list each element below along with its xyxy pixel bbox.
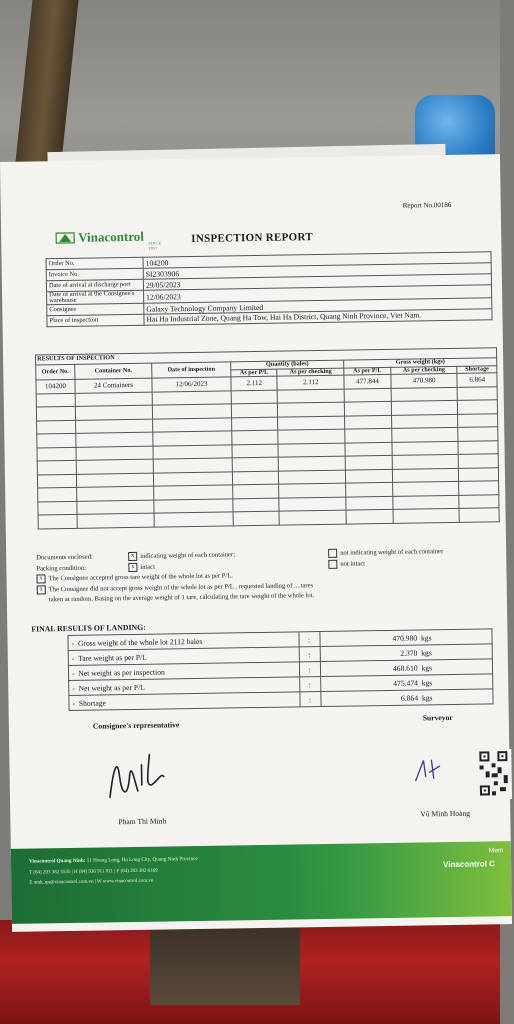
page-footer (11, 841, 512, 924)
info-value: Hai Ha Industrial Zone, Quang Ha Tow, Hai Ha District, Quang Ninh Province, Viet Nam. (144, 309, 492, 325)
info-value: Galaxy Technology Company Limited (144, 298, 492, 314)
footer-address-text: 11 Hoang Long, Ha Long City, Quang Ninh Province (86, 855, 198, 864)
packing-yes-option (128, 562, 155, 572)
accepted-checkbox[interactable]: x (36, 574, 45, 583)
value-unit: kgs (420, 632, 432, 642)
bullet: - (71, 638, 75, 648)
packing-yes-checkbox[interactable]: x (128, 562, 137, 571)
cell-order: 104200 (36, 379, 75, 393)
value-unit: kgs (421, 692, 433, 702)
info-value: 12/06/2023 (144, 285, 492, 303)
value-unit: kgs (421, 662, 433, 672)
final-colon: : (299, 647, 320, 662)
cell-gw-check: 470.980 (391, 373, 458, 388)
info-value: SI2303906 (143, 263, 491, 279)
packing-label: Packing condition: (36, 564, 87, 572)
final-colon: : (299, 692, 320, 707)
footer-phones: T (84) 203 382 5535 | H (84) 936 911 811 | F (84) 203 382 6169 (29, 868, 158, 876)
accepted-label: The Consignee accepted gross tare weight of the whole lot as per P/L. (48, 572, 233, 583)
final-results-table (67, 628, 493, 711)
info-value: 29/05/2023 (143, 274, 491, 290)
final-results-heading: FINAL RESULTS OF LANDING: (31, 622, 146, 634)
page-title: INSPECTION REPORT (191, 231, 314, 246)
results-heading: RESULTS OF INSPECTION (36, 348, 497, 365)
logo-tagline: SINCE 1957 (148, 240, 162, 251)
documents-yes-checkbox[interactable]: x (128, 552, 137, 561)
col-order: Order No. (36, 364, 75, 380)
info-label: Consignee (47, 303, 144, 316)
footer-brand-top: Mem (488, 847, 504, 855)
documents-label: Documents enclosed: (36, 553, 93, 562)
value-unit: kgs (421, 677, 433, 687)
footer-brand: Vinacontrol C (443, 859, 496, 870)
final-label-text: Tare weight as per P/L (78, 652, 147, 663)
bullet: - (72, 683, 75, 693)
value-number: 475.474 (393, 678, 418, 688)
col-shortage: Shortage (457, 365, 497, 373)
col-gw-check: As per checking (390, 366, 457, 375)
footer-office-label: Vinacontrol Quang Ninh: (28, 857, 86, 865)
col-gw-pl: As per P/L (344, 367, 391, 375)
consignee-name: Pham Thi Minh (118, 816, 167, 827)
packing-no-label: not intact (340, 559, 366, 568)
final-label-text: Shortage (78, 697, 106, 708)
info-label: Date of arrival at discharge port (46, 279, 143, 292)
final-label-text: Gross weight of the whole lot 2112 bales (77, 636, 203, 648)
info-label: Date of arrival at the Consignee's warehouse (47, 290, 144, 305)
value-number: 468.610 (392, 663, 418, 673)
info-label: Order No. (46, 257, 143, 270)
bullet: - (72, 698, 76, 708)
final-label-text: Net weight as per inspection (78, 666, 165, 678)
value-number: 470.980 (392, 633, 418, 643)
documents-no-checkbox[interactable] (328, 549, 337, 558)
cell-shortage: 6.864 (457, 373, 497, 387)
value-unit: kgs (421, 647, 432, 657)
info-label: Invoice No. (46, 268, 143, 281)
results-table (35, 347, 500, 529)
cell-container: 24 Containers (75, 378, 152, 393)
surveyor-label: Surveyor (422, 712, 453, 723)
footer-address (29, 856, 198, 865)
surveyor-signature (409, 750, 455, 791)
cell-qty-pl: 2.112 (231, 376, 278, 390)
packing-no-checkbox[interactable] (328, 559, 337, 568)
info-label: Place of inspection (47, 314, 144, 327)
final-label-text: Net weight as per P/L (78, 682, 145, 693)
cell-date: 12/06/2023 (152, 377, 231, 392)
bullet: - (71, 668, 75, 678)
background-wood (150, 925, 300, 1005)
packing-no-option (328, 559, 365, 570)
documents-yes-label: indicating weight of each container; (140, 551, 236, 560)
col-container: Container No. (75, 363, 152, 379)
consignee-rep-label: Consignee's representative (92, 720, 180, 731)
not-accepted-checkbox[interactable]: x (37, 585, 46, 594)
not-accepted-label: The Consignee did not accept gross weight of the whole lot as per P/L , requested landing of ....tares (48, 581, 314, 593)
qr-code-icon (477, 749, 512, 800)
vinacontrol-logo (55, 228, 162, 251)
packing-yes-label: intact (140, 563, 156, 571)
final-colon: : (298, 632, 319, 647)
order-info-table (46, 251, 493, 327)
col-quantity: Quantity (bales) (231, 360, 344, 369)
cell-qty-check: 2.112 (277, 375, 344, 390)
consignee-signature (105, 746, 186, 807)
col-qty-check: As per checking (277, 368, 344, 377)
final-label (69, 692, 300, 711)
final-value (320, 689, 493, 707)
final-colon: : (299, 677, 320, 692)
surveyor-name: Vũ Minh Hoàng (420, 808, 471, 819)
cell-gw-pl: 477.844 (344, 374, 391, 388)
logo-icon (55, 231, 75, 245)
inspection-document (0, 154, 512, 932)
not-accepted-label-cont: taken at random. Basing on the average weight of 1 tare, calculating the tare weight of the whole lot. (48, 592, 315, 604)
checks-section (36, 546, 507, 606)
col-date: Date of inspection (152, 362, 231, 378)
col-gross-weight: Gross weight (kgs) (344, 358, 497, 368)
col-qty-pl: As per P/L (231, 369, 278, 377)
value-number: 2.370 (400, 648, 418, 658)
documents-no-label: not indicating weight of each container (340, 548, 444, 557)
value-number: 6.864 (400, 692, 419, 703)
final-colon: : (299, 662, 320, 677)
footer-emails: E nmh_qn@vinacontrol.com.vn | W www.vinacontrol.com.vn (29, 878, 154, 886)
report-number: Report No.00186 (402, 200, 452, 210)
bullet: - (71, 653, 75, 663)
logo-name: Vinacontrol (78, 228, 145, 245)
info-value: 104200 (143, 252, 491, 268)
